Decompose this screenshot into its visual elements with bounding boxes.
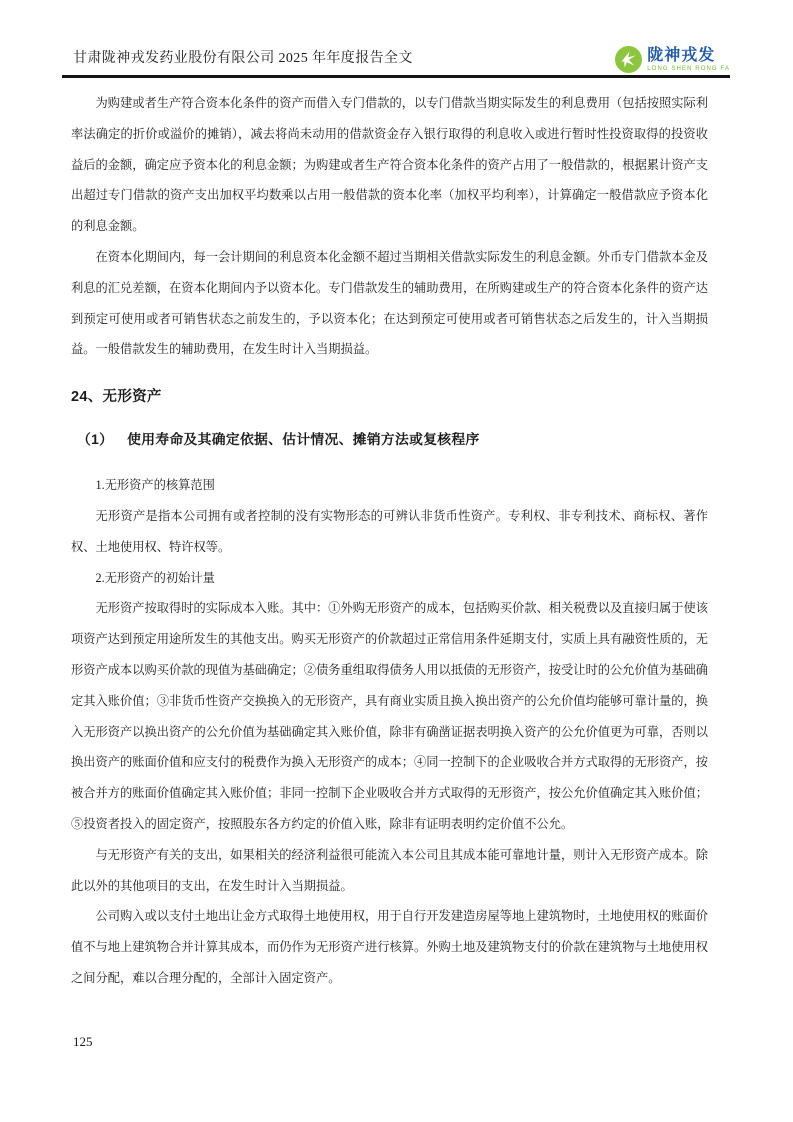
report-title: 甘肃陇神戎发药业股份有限公司 2025 年年度报告全文 <box>73 51 413 66</box>
logo-bird-icon <box>615 46 642 73</box>
subsection-heading <box>71 425 708 455</box>
subsection-title: 使用寿命及其确定依据、估计情况、摊销方法或复核程序 <box>127 432 480 448</box>
company-logo <box>615 46 730 74</box>
document-body <box>71 88 708 994</box>
subsection-number: （1） <box>77 432 114 448</box>
item-2-title: 2.无形资产的初始计量 <box>95 570 215 585</box>
logo-text-block <box>647 48 730 72</box>
page-header <box>62 0 730 78</box>
paragraph-initial-measurement: 无形资产按取得时的实际成本入账。其中：①外购无形资产的成本，包括购买价款、相关税费以及直接归属于使该项资产达到预定用途所发生的其他支出。购买无形资产的价款超过正常信用条件延期支付，实质上具有融资性质的，无形资产成本以购买价款的现值为基础确定；②债务重组取得债务人用以抵债的无形资产，按受让时的公允价值为基础确定其入账价值；③非货币性资产交换换入的无形资产，具有商业实质且换入换出资产的公允价值均能够可靠计量的，换入无形资产以换出资产的公允价值为基础确定其入账价值，除非有确凿证据表明换入资产的公允价值更为可靠，否则以换出资产的账面价值和应支付的税费作为换入无形资产的成本；④同一控制下的企业吸收合并方式取得的无形资产，按被合并方的账面价值确定其入账价值；非同一控制下企业吸收合并方式取得的无形资产，按公允价值确定其入账价值；⑤投资者投入的固定资产，按照股东各方约定的价值入账，除非有证明表明约定价值不公允。 <box>71 601 708 831</box>
paragraph-capitalization-period: 在资本化期间内，每一会计期间的利息资本化金额不超过当期相关借款实际发生的利息金额。外币专门借款本金及利息的汇兑差额，在资本化期间内予以资本化。专门借款发生的辅助费用，在所购建或生产的符合资本化条件的资产达到预定可使用或者可销售状态之前发生的，予以资本化；在达到预定可使用或者可销售状态之后发生的，计入当期损益。一般借款发生的辅助费用，在发生时计入当期损益。 <box>71 249 708 357</box>
paragraph-special-borrowing: 为购建或者生产符合资本化条件的资产而借入专门借款的，以专门借款当期实际发生的利息费用（包括按照实际利率法确定的折价或溢价的摊销），减去将尚未动用的借款资金存入银行取得的利息收入或进行暂时性投资取得的投资收益后的金额，确定应予资本化的利息金额；为购建或者生产符合资本化条件的资产占用了一般借款的，根据累计资产支出超过专门借款的资产支出加权平均数乘以占用一般借款的资本化率（加权平均利率），计算确定一般借款应予资本化的利息金额。 <box>71 96 708 234</box>
logo-subtitle: LONG SHEN RONG FA <box>647 65 730 72</box>
paragraph-intangible-scope: 无形资产是指本公司拥有或者控制的没有实物形态的可辨认非货币性资产。专利权、非专利技术、商标权、著作权、土地使用权、特许权等。 <box>71 508 708 554</box>
paragraph-land-use-right: 公司购入或以支付土地出让金方式取得土地使用权，用于自行开发建造房屋等地上建筑物时，土地使用权的账面价值不与地上建筑物合并计算其成本，而仍作为无形资产进行核算。外购土地及建筑物支付的价款在建筑物与土地使用权之间分配，难以合理分配的，全部计入固定资产。 <box>71 909 708 985</box>
page-number: 125 <box>73 1034 93 1049</box>
paragraph-related-expenditure: 与无形资产有关的支出，如果相关的经济利益很可能流入本公司且其成本能可靠地计量，则计入无形资产成本。除此以外的其他项目的支出，在发生时计入当期损益。 <box>71 847 708 893</box>
logo-text: 陇神戎发 <box>647 46 716 64</box>
section-heading-intangible-assets: 24、无形资产 <box>71 389 162 406</box>
item-1-title: 1.无形资产的核算范围 <box>95 478 215 493</box>
